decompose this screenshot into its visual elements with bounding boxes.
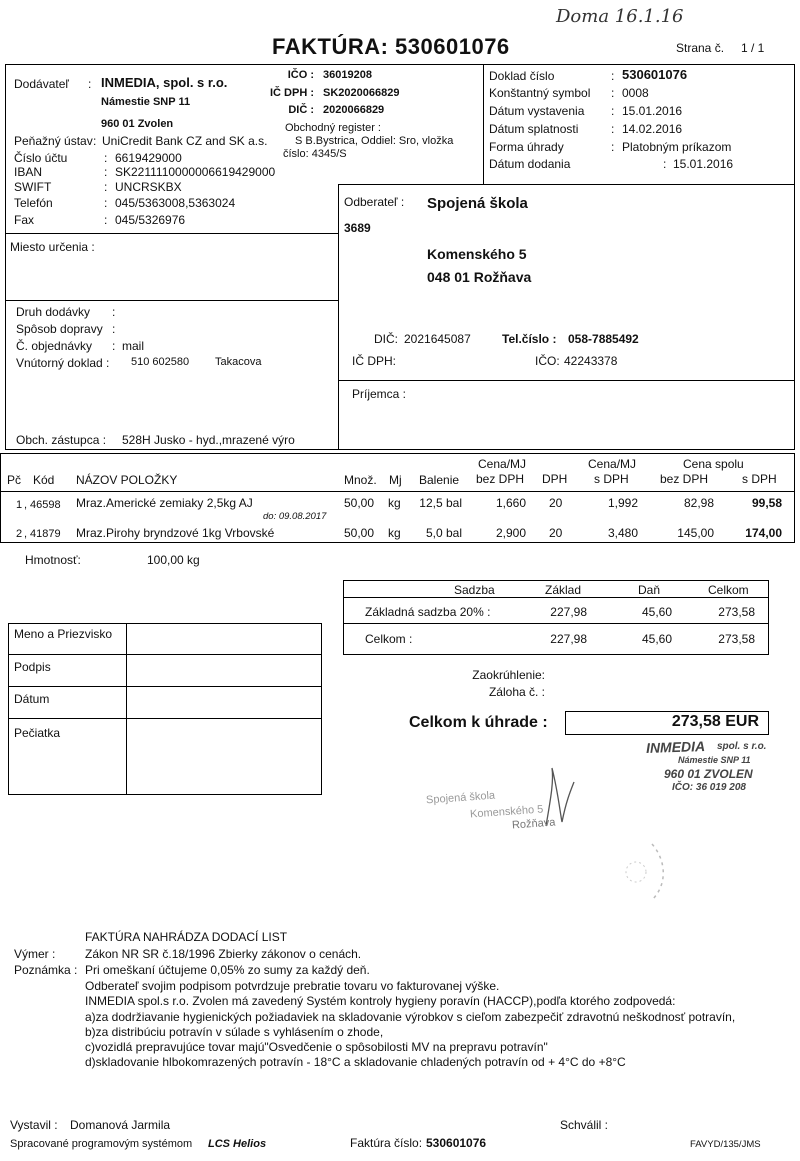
item-cena-bez: 1,660 <box>495 496 526 510</box>
system-name: LCS Helios <box>208 1138 267 1150</box>
account-label: Číslo účtu <box>14 151 68 165</box>
total-value: 273,58 EUR <box>671 713 759 730</box>
sign-podpis-label: Podpis <box>14 660 51 674</box>
item-dph: 20 <box>549 526 563 540</box>
col-spolu-bez: bez DPH <box>660 472 709 486</box>
buyer-ico-label: IČO: <box>535 354 560 368</box>
supplier-street: Námestie SNP 11 <box>101 96 191 108</box>
vystavil-label: Vystavil : <box>10 1118 58 1132</box>
swift-value: UNCRSKBX <box>115 180 182 194</box>
faded-stamp-line2: Komenského 5 <box>469 803 544 821</box>
colon: : <box>112 322 116 336</box>
item-dph: 20 <box>549 496 563 510</box>
supplier-ico: 36019208 <box>323 69 372 81</box>
col-cena-mj-s-1: Cena/MJ <box>588 457 637 471</box>
col-mnoz: Množ. <box>344 473 377 487</box>
item-name: Mraz.Americké zemiaky 2,5kg AJ <box>76 496 253 510</box>
stamp-street: Námestie SNP 11 <box>678 755 751 765</box>
druh-dodavky-label: Druh dodávky <box>16 305 91 319</box>
col-mj: Mj <box>389 473 402 487</box>
summary-r1-label: Základná sadzba 20% : <box>365 605 491 619</box>
footer-invoice-label: Faktúra číslo: <box>350 1136 423 1150</box>
col-kod: Kód <box>33 473 55 487</box>
item-kod: 41879 <box>30 528 61 540</box>
page-label: Strana č. <box>676 41 725 55</box>
colon: : <box>104 196 108 210</box>
page-number: 1 / 1 <box>741 41 765 55</box>
item-expiry: do: 09.08.2017 <box>263 511 327 522</box>
vnutorny-doklad-number: 510 602580 <box>131 356 190 368</box>
iban-value: SK2211110000006619429000 <box>115 165 276 179</box>
colon: : <box>104 165 108 179</box>
summary-r1-celkom: 273,58 <box>718 605 755 619</box>
poznamka-label: Poznámka : <box>14 963 78 977</box>
buyer-ico: 42243378 <box>564 354 618 368</box>
objednavky-value: mail <box>122 339 145 353</box>
supplier-icdph-label: IČ DPH : <box>270 87 314 99</box>
col-cena-mj-bez-1: Cena/MJ <box>478 457 527 471</box>
divider <box>5 300 338 301</box>
colon: : <box>88 77 92 91</box>
col-dph: DPH <box>542 472 568 486</box>
ks-label: Konštantný symbol <box>489 86 591 100</box>
item-mnoz: 50,00 <box>343 526 374 540</box>
supplier-name: INMEDIA, spol. s r.o. <box>101 75 228 90</box>
item-name: Mraz.Pirohy bryndzové 1kg Vrbovské <box>76 526 275 540</box>
zaloha-label: Záloha č. : <box>488 685 545 699</box>
poznamka-line: d)skladovanie hlbokomrazených potravín - 18°C a skladovanie chladených potravín od + 4°C do +8°C <box>85 1055 626 1069</box>
colon: : <box>104 151 108 165</box>
uhrady-label: Forma úhrady <box>489 140 564 154</box>
poznamka-line: b)za distribúciu potravín v súlade s vyhlásením o zhode, <box>85 1025 384 1039</box>
colon: : <box>663 157 667 171</box>
col-spolu: Cena spolu <box>683 457 744 471</box>
colon: : <box>611 122 615 136</box>
summary-r2-celkom: 273,58 <box>718 632 755 646</box>
item-balenie: 5,0 bal <box>425 526 462 540</box>
register-label: Obchodný register : <box>285 122 381 134</box>
divider <box>343 623 769 624</box>
col-balenie: Balenie <box>419 473 460 487</box>
swift-label: SWIFT <box>14 180 52 194</box>
item-pc: 2 <box>16 528 23 540</box>
poznamka-line: INMEDIA spol.s r.o. Zvolen má zavedený Systém kontroly hygieny poravín (HACCP),podľa ktorého zodpovedá: <box>85 994 676 1008</box>
supplier-city: 960 01 Zvolen <box>101 118 174 130</box>
summary-h-sadzba: Sadzba <box>454 583 495 597</box>
buyer-code: 3689 <box>344 221 371 235</box>
item-spolu-bez: 145,00 <box>677 526 714 540</box>
vystavenia-value: 15.01.2016 <box>622 104 683 118</box>
weight-value: 100,00 kg <box>147 553 200 567</box>
item-mj: kg <box>388 526 401 540</box>
stamp-ico: IČO: 36 019 208 <box>672 782 746 793</box>
summary-h-zaklad: Základ <box>545 583 582 597</box>
register-line2: číslo: 4345/S <box>283 148 347 160</box>
supplier-dic: 2020066829 <box>323 104 385 116</box>
item-cena-bez: 2,900 <box>495 526 526 540</box>
divider <box>338 380 795 381</box>
weight-label: Hmotnosť: <box>25 553 81 567</box>
phone-value: 045/5363008,5363024 <box>115 196 236 210</box>
supplier-label: Dodávateľ <box>14 77 69 91</box>
vystavil-value: Domanová Jarmila <box>70 1118 171 1132</box>
divider <box>8 718 322 719</box>
vystavenia-label: Dátum vystavenia <box>489 104 585 118</box>
divider <box>8 686 322 687</box>
item-spolu-s: 174,00 <box>745 526 782 540</box>
sign-meno-label: Meno a Priezvisko <box>14 627 113 641</box>
item-balenie: 12,5 bal <box>419 496 462 510</box>
item-cena-s: 1,992 <box>607 496 638 510</box>
objednavky-label: Č. objednávky <box>16 339 93 353</box>
signature-grid <box>8 623 322 795</box>
divider <box>343 597 769 598</box>
divider <box>126 623 127 795</box>
col-cena-mj-bez-2: bez DPH <box>476 472 525 486</box>
col-nazov: NÁZOV POLOŽKY <box>76 473 178 487</box>
col-spolu-s: s DPH <box>742 472 777 486</box>
item-mj: kg <box>388 496 401 510</box>
uhrady-value: Platobným príkazom <box>622 140 732 154</box>
summary-r2-label: Celkom : <box>365 632 413 646</box>
supplier-ico-label: IČO : <box>287 69 314 81</box>
summary-r1-dan: 45,60 <box>641 605 672 619</box>
phone-label: Telefón <box>14 196 53 210</box>
buyer-tel: 058-7885492 <box>568 332 639 346</box>
fax-label: Fax <box>14 213 35 227</box>
buyer-city: 048 01 Rožňava <box>427 269 532 285</box>
bank-value: UniCredit Bank CZ and SK a.s. <box>102 134 268 148</box>
colon: : <box>93 134 97 148</box>
ks-value: 0008 <box>622 86 649 100</box>
handwritten-note: Doma 16.1.16 <box>556 6 684 27</box>
supplier-dic-label: DIČ : <box>288 104 314 116</box>
fax-value: 045/5326976 <box>115 213 186 227</box>
divider <box>8 654 322 655</box>
buyer-dic: 2021645087 <box>404 332 471 346</box>
colon: : <box>104 180 108 194</box>
footer-code: FAVYD/135/JMS <box>690 1139 761 1150</box>
obchodny-zastupca-value: 528H Jusko - hyd.,mrazené výro <box>122 433 295 447</box>
sposob-dopravy-label: Spôsob dopravy <box>16 322 103 336</box>
summary-r1-zaklad: 227,98 <box>550 605 587 619</box>
item-spolu-bez: 82,98 <box>683 496 714 510</box>
buyer-tel-label: Tel.číslo : <box>502 332 557 346</box>
dodania-label: Dátum dodania <box>489 157 571 171</box>
colon: : <box>112 305 116 319</box>
account-value: 6619429000 <box>115 151 182 165</box>
sign-datum-label: Dátum <box>14 692 50 706</box>
bank-label: Peňažný ústav <box>14 134 93 148</box>
faded-stamp-line1: Spojená škola <box>425 789 496 807</box>
stamp-company-suffix: spol. s r.o. <box>717 741 767 752</box>
item-cena-s: 3,480 <box>607 526 638 540</box>
colon: : <box>611 140 615 154</box>
comma-separator: , <box>24 499 28 511</box>
footer-note-title: FAKTÚRA NAHRÁDZA DODACÍ LIST <box>85 930 288 944</box>
dodania-value: 15.01.2016 <box>673 157 734 171</box>
summary-h-dan: Daň <box>638 583 661 597</box>
buyer-label: Odberateľ : <box>344 195 405 209</box>
sign-peciatka-label: Pečiatka <box>14 726 61 740</box>
stamp-city: 960 01 ZVOLEN <box>664 767 753 781</box>
colon: : <box>112 339 116 353</box>
col-cena-mj-s-2: s DPH <box>594 472 629 486</box>
register-line1: S B.Bystrica, Oddiel: Sro, vložka <box>295 135 454 147</box>
summary-r2-dan: 45,60 <box>641 632 672 646</box>
buyer-icdph-label: IČ DPH: <box>352 354 397 368</box>
divider <box>5 233 338 234</box>
colon: : <box>611 69 615 83</box>
vymer-value: Zákon NR SR č.18/1996 Zbierky zákonov o cenách. <box>85 947 362 961</box>
supplier-icdph: SK2020066829 <box>323 87 400 99</box>
doklad-value: 530601076 <box>622 67 688 82</box>
vnutorny-doklad-label: Vnútorný doklad : <box>16 356 110 370</box>
divider <box>483 64 484 184</box>
vnutorny-doklad-name: Takacova <box>215 356 262 368</box>
buyer-box <box>338 184 795 450</box>
footer-invoice-number: 530601076 <box>426 1136 487 1150</box>
divider <box>0 491 795 492</box>
total-label: Celkom k úhrade : <box>409 714 548 731</box>
comma-separator: , <box>24 528 28 540</box>
item-mnoz: 50,00 <box>343 496 374 510</box>
stamp-company: INMEDIA <box>645 737 706 757</box>
faded-stamp-line3: Rožňava <box>511 816 556 832</box>
summary-r2-zaklad: 227,98 <box>550 632 587 646</box>
doklad-label: Doklad číslo <box>489 69 555 83</box>
poznamka-line: a)za dodržiavanie hygienických požiadaviek na skladovanie výrobkov s cieľom zabezpečiť zdravotnú neškodnosť potravín, <box>85 1010 736 1024</box>
schvalil-label: Schválil : <box>560 1118 609 1132</box>
round-stamp-mark <box>612 838 668 908</box>
colon: : <box>611 104 615 118</box>
buyer-street: Komenského 5 <box>427 246 527 262</box>
colon: : <box>611 86 615 100</box>
col-pc: Pč <box>7 473 22 487</box>
poznamka-line: Pri omeškaní účtujeme 0,05% zo sumy za každý deň. <box>85 963 370 977</box>
poznamka-line: Odberateľ svojim podpisom potvrdzuje prebratie tovaru vo fakturovanej výške. <box>85 979 500 993</box>
buyer-dic-label: DIČ: <box>374 332 398 346</box>
miesto-urcenia-label: Miesto určenia : <box>10 240 95 254</box>
summary-h-celkom: Celkom <box>708 583 749 597</box>
system-label: Spracované programovým systémom <box>10 1138 193 1150</box>
item-spolu-s: 99,58 <box>751 496 782 510</box>
vymer-label: Výmer : <box>14 947 56 961</box>
iban-label: IBAN <box>14 165 43 179</box>
item-pc: 1 <box>16 499 23 511</box>
item-kod: 46598 <box>30 499 61 511</box>
buyer-name: Spojená škola <box>427 195 528 212</box>
colon: : <box>104 213 108 227</box>
poznamka-line: c)vozidlá prepravujúce tovar majú"Osvedčenie o spôsobilosti MV na prepravu potravín" <box>85 1040 548 1054</box>
splatnosti-value: 14.02.2016 <box>622 122 683 136</box>
obchodny-zastupca-label: Obch. zástupca : <box>16 433 107 447</box>
splatnosti-label: Dátum splatnosti <box>489 122 579 136</box>
invoice-title: FAKTÚRA: 530601076 <box>272 34 510 59</box>
prijemca-label: Príjemca : <box>352 387 407 401</box>
zaokruhlenie-label: Zaokrúhlenie: <box>472 668 545 682</box>
